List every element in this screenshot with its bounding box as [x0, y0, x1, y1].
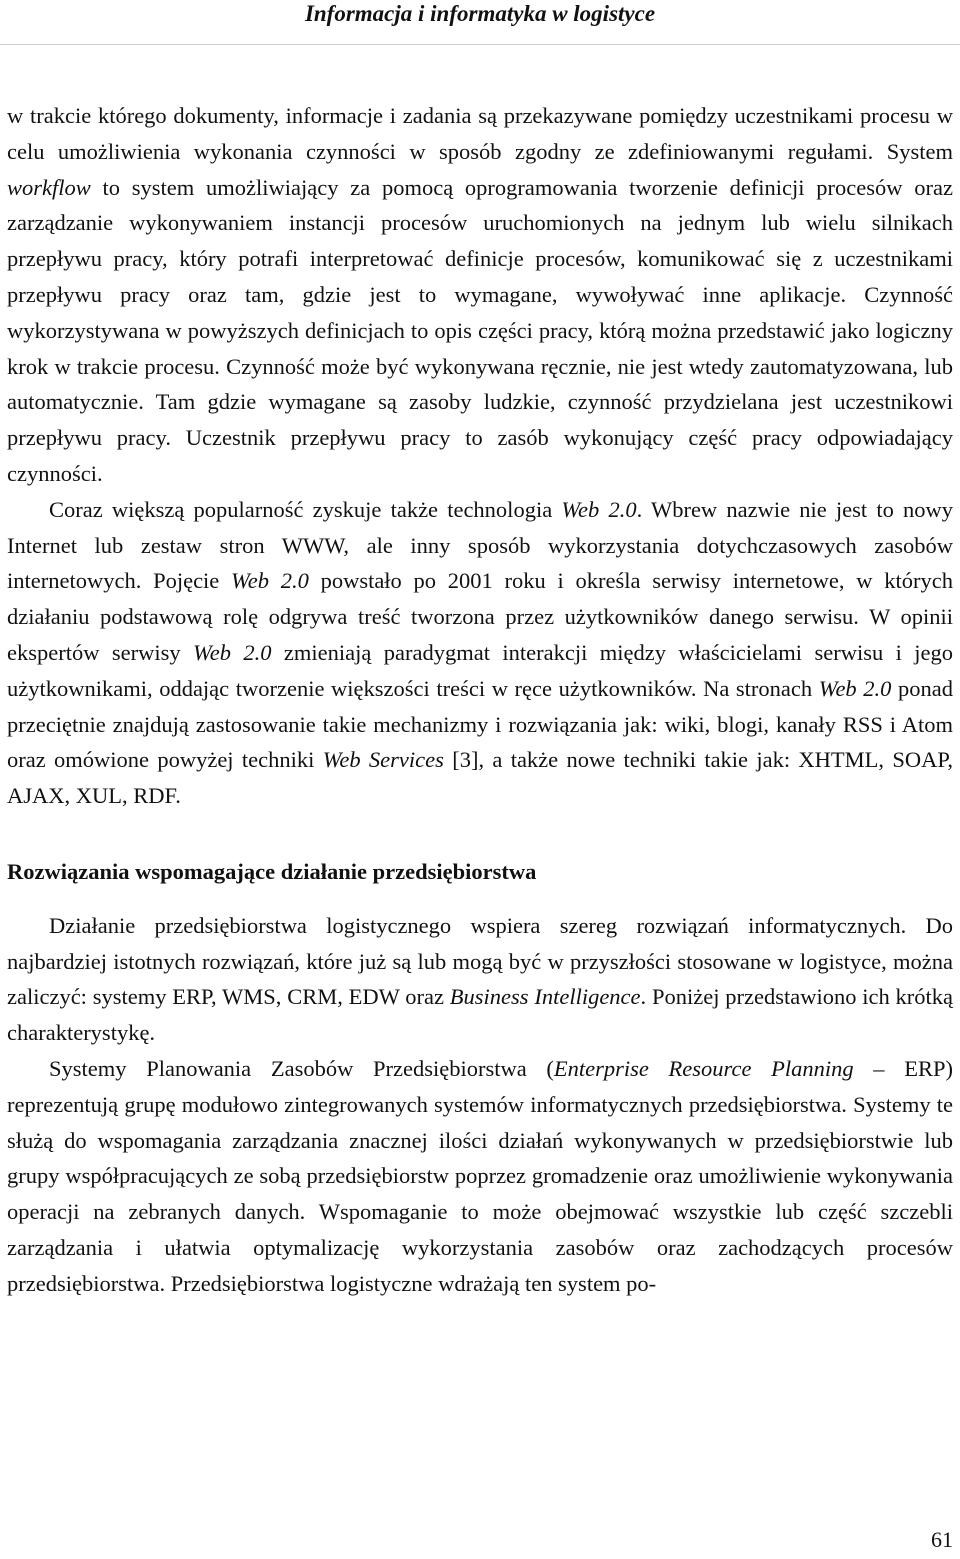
- text-run: . Wbrew nazwie nie jest to nowy Internet lub zestaw stron WWW, ale inny sposób wykorzystania dotychczasowych zasobów internetowych. Pojęcie: [7, 496, 953, 594]
- text-run: to system umożliwiający za pomocą oprogramowania tworzenie definicji procesów oraz zarządzanie wykonywaniem instancji procesów uruchomionych na jednym lub wielu silnikach przepływu pracy, który potrafi interpretować definicje procesów, komunikować się z uczestnikami przepływu pracy oraz tam, gdzie jest to wymagane, wywoływać inne aplikacje. Czynność wykorzystywana w powyższych definicjach to opis części pracy, którą można przedstawić jako logiczny krok w trakcie procesu. Czynność może być wykonywana ręcznie, nie jest wtedy zautomatyzowana, lub automatycznie. Tam gdzie wymagane są zasoby ludzkie, czynność przydzielana jest uczestnikowi przepływu pracy. Uczestnik przepływu pracy to zasób wykonujący część pracy odpowiadający czynności.: [7, 174, 953, 486]
- paragraph-erp: [7, 1051, 953, 1302]
- page-number: 61: [931, 1527, 953, 1552]
- italic-term: Enterprise Resource Planning: [553, 1055, 854, 1081]
- text-run: . Poniżej przedstawiono ich krótką charakterystykę.: [7, 984, 954, 1046]
- text-run: ponad przeciętnie znajdują zastosowanie takie mechanizmy i rozwiązania jak: wiki, blogi, kanały RSS i Atom oraz omówione powyżej techniki: [7, 675, 953, 773]
- paragraph-web20: [7, 492, 953, 814]
- page-body: [7, 98, 953, 1302]
- paragraph-workflow: [7, 98, 953, 492]
- italic-term: Web 2.0: [818, 675, 892, 701]
- italic-term: Web 2.0: [231, 568, 309, 594]
- italic-term: Business Intelligence: [449, 984, 641, 1010]
- text-run: – ERP) reprezentują grupę modułowo zintegrowanych systemów informatycznych przedsiębiorstwa. Systemy te służą do wspomagania zarządzania znacznej ilości działań wykonywanych w przedsiębiorstwie lub grupy współpracujących ze sobą przedsiębiorstw poprzez gromadzenie oraz umożliwienie wykonywania operacji na zebranych danych. Wspomaganie to może obejmować wszystkie lub część szczebli zarządzania i ułatwia optymalizację wykorzystania zasobów oraz zachodzących procesów przedsiębiorstwa. Przedsiębiorstwa logistyczne wdrażają ten system po-: [7, 1055, 953, 1296]
- text-run: powstało po 2001 roku i określa serwisy internetowe, w których działaniu podstawową rolę odgrywa treść tworzona przez użytkowników danego serwisu. W opinii ekspertów serwisy: [7, 568, 953, 665]
- text-run: w trakcie którego dokumenty, informacje i zadania są przekazywane pomiędzy uczestnikami procesu w celu umożliwienia wykonania czynności w sposób zgodny ze zdefiniowanymi regułami. System: [7, 103, 953, 164]
- text-run: Systemy Planowania Zasobów Przedsiębiorstwa (: [49, 1055, 554, 1081]
- text-run: Działanie przedsiębiorstwa logistycznego wspiera szereg rozwiązań informatycznych. Do najbardziej istotnych rozwiązań, które już są lub mogą być w przyszłości stosowane w logistyce, można zaliczyć: systemy ERP, WMS, CRM, EDW oraz: [7, 912, 953, 1010]
- paragraph-solutions: [7, 908, 953, 1051]
- text-run: [3], a także nowe techniki takie jak: XHTML, SOAP, AJAX, XUL, RDF.: [7, 747, 954, 809]
- section-heading: Rozwiązania wspomagające działanie przedsiębiorstwa: [7, 858, 537, 884]
- italic-term: Web 2.0: [561, 496, 637, 522]
- text-run: Coraz większą popularność zyskuje także technologia: [49, 496, 562, 522]
- text-run: zmieniają paradygmat interakcji między właścicielami serwisu i jego użytkownikami, oddając tworzenie większości treści w ręce użytkowników. Na stronach: [7, 639, 953, 701]
- italic-term: Web 2.0: [193, 639, 272, 665]
- italic-term: workflow: [7, 174, 91, 200]
- running-header: [0, 0, 960, 44]
- header-divider: [0, 44, 960, 45]
- italic-term: Web Services: [322, 747, 444, 773]
- running-header-title: Informacja i informatyka w logistyce: [304, 1, 656, 26]
